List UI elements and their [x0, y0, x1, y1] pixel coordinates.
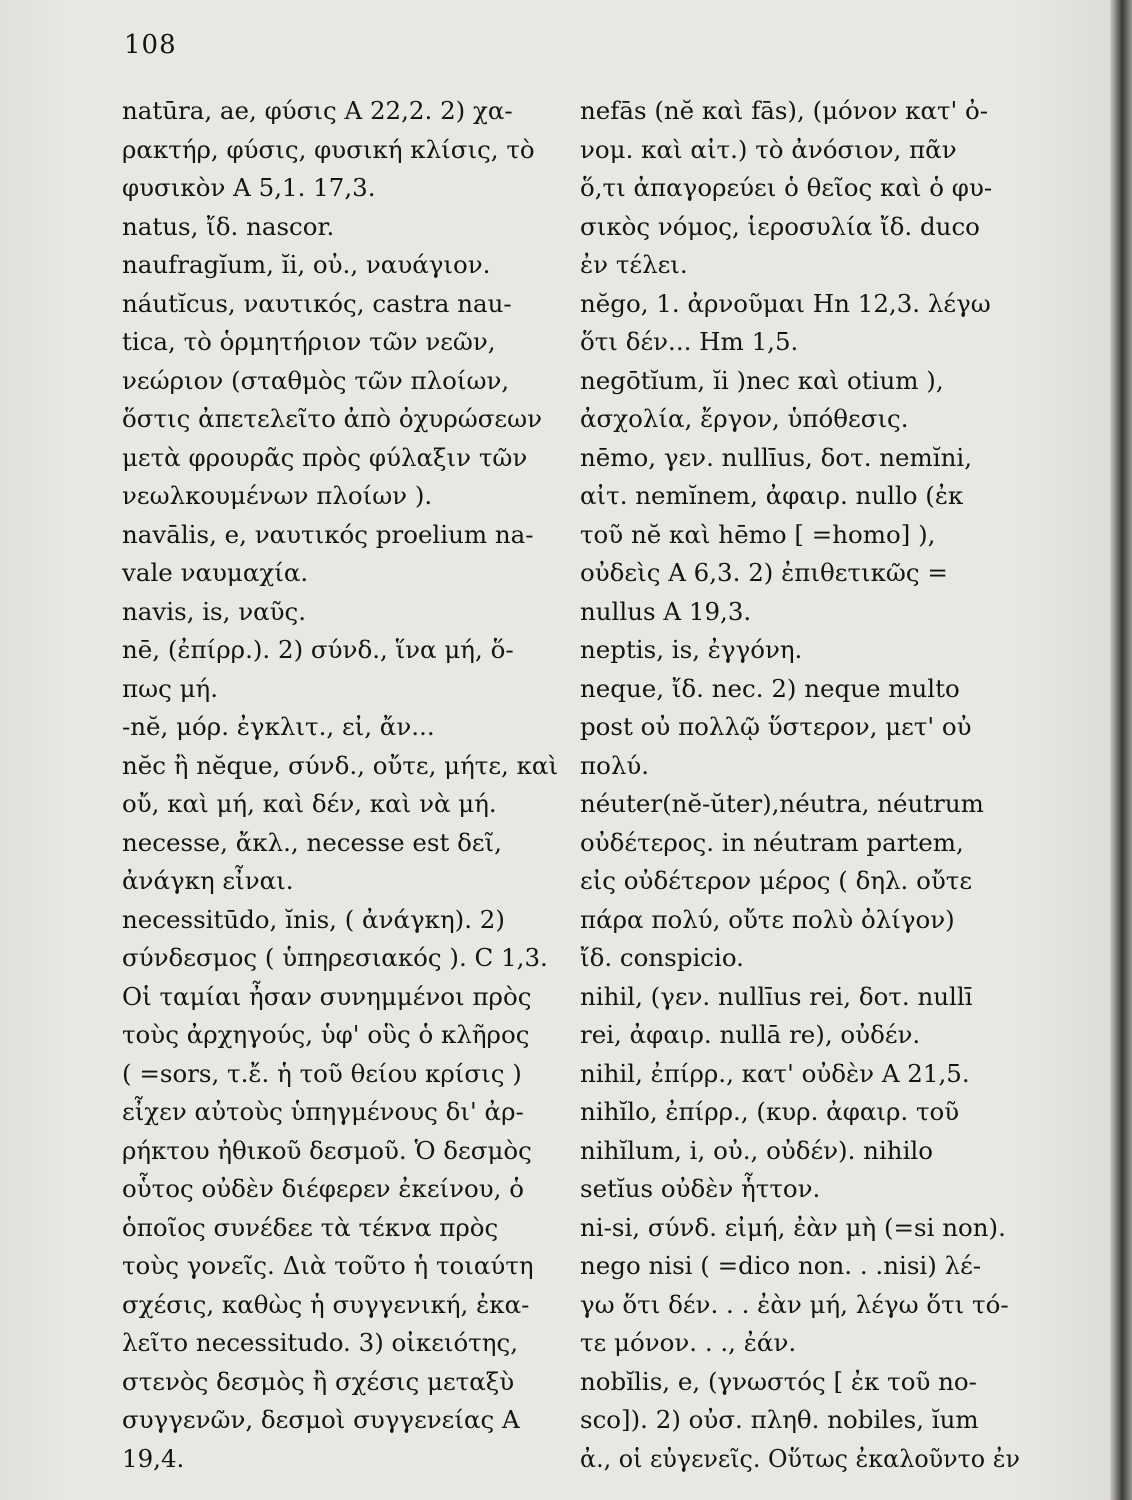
page-number: 108	[124, 30, 177, 60]
entry-line: nego nisi ( =dico non. . .nisi) λέ-	[580, 1251, 982, 1280]
entry-line: μετὰ φρουρᾶς πρὸς φύλαξιν τῶν	[122, 442, 528, 472]
entry-line: ὅστις ἀπετελεῖτο ἀπὸ ὀχυρώσεων	[122, 404, 542, 433]
entry-line: ἀσχολία, ἔργον, ὑπόθεσις.	[580, 404, 909, 433]
entry-line: nihil, ἐπίρρ., κατ' οὐδὲν Α 21,5.	[580, 1058, 970, 1088]
entry-line: πολύ.	[580, 750, 650, 780]
entry-line: αἰτ. nemĭnem, ἀφαιρ. nullo (ἐκ	[580, 481, 964, 510]
entry-line: neque, ἴδ. nec. 2) neque multo	[580, 673, 960, 703]
entry-line: vale ναυμαχία.	[122, 558, 309, 587]
entry-line: negōtĭum, ĭi )nec καὶ otium ),	[580, 365, 944, 395]
entry-line: ὁποῖος συνέδεε τὰ τέκνα πρὸς	[122, 1212, 499, 1242]
entry-line: rei, ἀφαιρ. nullā re), οὐδέν.	[580, 1020, 921, 1049]
entry-line: nobĭlis, e, (γνωστός [ ἐκ τοῦ no-	[580, 1366, 977, 1396]
entry-line: tica, τὸ ὁρμητήριον τῶν νεῶν,	[122, 327, 496, 356]
entry-line: nĕgo, 1. ἀρνοῦμαι Hn 12,3. λέγω	[580, 288, 991, 318]
entry-line: -nĕ, μόρ. ἐγκλιτ., εἰ, ἄν...	[122, 712, 435, 741]
entry-line: ὅ,τι ἀπαγορεύει ὁ θεῖος καὶ ὁ φυ-	[580, 173, 993, 202]
entry-line: nēmo, γεν. nullīus, δοτ. nemĭni,	[580, 442, 973, 472]
entry-line: πως μή.	[122, 673, 218, 703]
left-column	[122, 92, 562, 1478]
entry-line: τε μόνον. . ., ἐάν.	[580, 1328, 797, 1357]
entry-line: necessitūdo, ĭnis, ( ἀνάγκη). 2)	[122, 904, 505, 934]
entry-line: ni-si, σύνδ. εἰμή, ἐὰν μὴ (=si non).	[580, 1212, 1006, 1242]
entry-line: néuter(nĕ-ŭter),néutra, néutrum	[580, 789, 984, 818]
entry-line: εἶχεν αὐτοὺς ὑπηγμένους δι' ἀρ-	[122, 1097, 524, 1126]
entry-line: τοὺς γονεῖς. Διὰ τοῦτο ἡ τοιαύτη	[122, 1251, 534, 1280]
entry-line: Οἱ ταμίαι ἦσαν συνημμένοι πρὸς	[122, 981, 532, 1011]
entry-line: nĕc ἢ nĕque, σύνδ., οὔτε, μήτε, καὶ	[122, 750, 559, 780]
entry-line: nefās (nĕ καὶ fās), (μόνον κατ' ὀ-	[580, 96, 989, 125]
entry-line: ( =sors, τ.ἔ. ἡ τοῦ θείου κρίσις )	[122, 1058, 522, 1088]
entry-line: nullus Α 19,3.	[580, 596, 752, 626]
entry-line: nihil, (γεν. nullīus rei, δοτ. nullī	[580, 981, 973, 1011]
entry-line: natus, ἴδ. nascor.	[122, 211, 335, 241]
entry-line: νεωλκουμένων πλοίων ).	[122, 481, 433, 510]
entry-line: ρήκτου ἠθικοῦ δεσμοῦ. Ὁ δεσμὸς	[122, 1135, 532, 1165]
entry-line: sco]). 2) οὐσ. πληθ. nobiles, ĭum	[580, 1405, 979, 1434]
entry-line: σύνδεσμος ( ὑπηρεσιακός ). C 1,3.	[122, 943, 548, 972]
entry-line: natūra, ae, φύσις Α 22,2. 2) χα-	[122, 96, 513, 125]
entry-line: setĭus οὐδὲν ἧττον.	[580, 1174, 821, 1203]
entry-line: naufragĭum, ĭi, οὐ., ναυάγιον.	[122, 250, 491, 279]
entry-line: navālis, e, ναυτικός proelium na-	[122, 519, 534, 549]
entry-line: συγγενῶν, δεσμοὶ συγγενείας Α	[122, 1405, 520, 1434]
entry-line: necesse, ἄκλ., necesse est δεῖ,	[122, 827, 502, 857]
entry-line: γω ὅτι δέν. . . ἐὰν μή, λέγω ὅτι τό-	[580, 1289, 1009, 1319]
entry-line: στενὸς δεσμὸς ἢ σχέσις μεταξὺ	[122, 1366, 515, 1396]
entry-line: νομ. καὶ αἰτ.) τὸ ἀνόσιον, πᾶν	[580, 134, 957, 164]
entry-line: ὅτι δέν... Hm 1,5.	[580, 327, 799, 356]
entry-line: ἴδ. conspicio.	[580, 943, 744, 972]
entry-line: σχέσις, καθὼς ἡ συγγενική, ἐκα-	[122, 1289, 530, 1319]
entry-line: οὐδεὶς Α 6,3. 2) ἐπιθετικῶς =	[580, 558, 948, 587]
entry-line: ἀ., οἱ εὐγενεῖς. Οὕτως ἐκαλοῦντο ἐν	[580, 1443, 1020, 1473]
entry-line: οὔ, καὶ μή, καὶ δέν, καὶ νὰ μή.	[122, 789, 497, 818]
entry-line: nihĭlum, i, οὐ., οὐδέν). nihilo	[580, 1135, 934, 1165]
entry-line: οὐδέτερος. in néutram partem,	[580, 827, 964, 857]
entry-line: πάρα πολύ, οὔτε πολὺ ὀλίγον)	[580, 904, 955, 934]
entry-line: λεῖτο necessitudo. 3) οἰκειότης,	[122, 1328, 518, 1357]
entry-line: ἀνάγκη εἶναι.	[122, 866, 294, 895]
entry-line: φυσικὸν Α 5,1. 17,3.	[122, 173, 376, 202]
page-edge-shadow	[1110, 0, 1132, 1500]
entry-line: νεώριον (σταθμὸς τῶν πλοίων,	[122, 365, 510, 395]
entry-line: 19,4.	[122, 1443, 185, 1473]
entry-line: εἰς οὐδέτερον μέρος ( δηλ. οὔτε	[580, 866, 973, 895]
entry-line: nihĭlo, ἐπίρρ., (κυρ. ἀφαιρ. τοῦ	[580, 1097, 960, 1126]
entry-line: neptis, is, ἐγγόνη.	[580, 635, 803, 664]
entry-line: nē, (ἐπίρρ.). 2) σύνδ., ἵνα μή, ὅ-	[122, 635, 514, 664]
right-column	[580, 92, 1020, 1478]
entry-line: τοῦ nĕ καὶ hēmo [ =homo] ),	[580, 519, 936, 549]
entry-line: navis, is, ναῦς.	[122, 596, 307, 626]
entry-line: τοὺς ἀρχηγούς, ὑφ' οὓς ὁ κλῆρος	[122, 1020, 530, 1049]
entry-line: σικὸς νόμος, ἱεροσυλία ἴδ. duco	[580, 211, 980, 241]
entry-line: οὗτος οὐδὲν διέφερεν ἐκείνου, ὁ	[122, 1174, 524, 1203]
entry-line: ρακτήρ, φύσις, φυσική κλίσις, τὸ	[122, 134, 535, 164]
entry-line: náutĭcus, ναυτικός, castra nau-	[122, 288, 512, 318]
entry-line: ἐν τέλει.	[580, 250, 688, 279]
entry-line: post οὐ πολλῷ ὕστερον, μετ' οὐ	[580, 712, 972, 741]
